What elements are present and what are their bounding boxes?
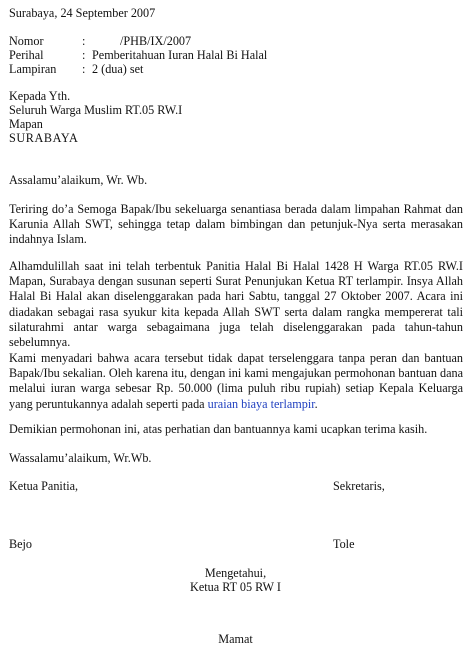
meta-label: Perihal bbox=[9, 48, 44, 62]
recipient-line: Mapan bbox=[9, 117, 43, 131]
acknowledge-title: Ketua RT 05 RW I bbox=[190, 580, 281, 594]
meta-row-nomor bbox=[0, 34, 471, 49]
paragraph-3-text: Kami menyadari bahwa acara tersebut tidak dapat terselenggara tanpa peran dan bantuan Bapak/Ibu sekalian. Oleh karena itu, dengan ini kami mengajukan permohonan bantuan dana melalui iuran warga sebesar Rp. 50.000 (lima puluh ribu rupiah) setiap Kepala Keluarga yang peruntukannya adalah seperti pada bbox=[9, 351, 463, 411]
place-date: Surabaya, 24 September 2007 bbox=[9, 6, 156, 20]
meta-row-perihal bbox=[0, 48, 471, 63]
paragraph-1: Teriring do’a Semoga Bapak/Ibu sekeluarga senantiasa berada dalam limpahan Rahmat dan Karunia Allah SWT, sehingga tetap dalam bimbingan dan petunjuk-Nya serta merasakan indahnya Islam. bbox=[9, 202, 463, 247]
recipient-line: Seluruh Warga Muslim RT.05 RW.I bbox=[9, 103, 183, 117]
closing: Wassalamu’alaikum, Wr.Wb. bbox=[9, 451, 152, 465]
meta-colon: : bbox=[82, 34, 86, 48]
meta-label: Nomor bbox=[9, 34, 44, 48]
greeting: Assalamu’alaikum, Wr. Wb. bbox=[9, 173, 148, 187]
acknowledge-name: Mamat bbox=[218, 632, 253, 646]
acknowledge-label: Mengetahui, bbox=[204, 566, 267, 580]
meta-label: Lampiran bbox=[9, 62, 57, 76]
attachment-link[interactable]: uraian biaya terlampir bbox=[207, 396, 315, 411]
signer-right-title: Sekretaris, bbox=[333, 479, 385, 493]
meta-value: 2 (dua) set bbox=[92, 62, 144, 76]
paragraph-2: Alhamdulillah saat ini telah terbentuk Panitia Halal Bi Halal 1428 H Warga RT.05 RW.I Mapan, Surabaya dengan susunan seperti Surat Penunjukan Ketua RT terlampir. Insya Allah Halal Bi Halal akan diselenggarakan pada hari Sabtu, tanggal 27 Oktober 2007. Acara ini diadakan sebagai rasa syukur kita kepada Allah SWT serta dalam rangka mempererat tali silaturahmi antar warga sebagaimana juga telah diselenggarakan pada tahun-tahun sebelumnya. bbox=[9, 259, 463, 350]
signer-left-name: Bejo bbox=[9, 537, 33, 551]
paragraph-4: Demikian permohonan ini, atas perhatian dan bantuannya kami ucapkan terima kasih. bbox=[9, 422, 428, 436]
paragraph-3-end: . bbox=[314, 396, 318, 411]
meta-value: Pemberitahuan Iuran Halal Bi Halal bbox=[92, 48, 268, 62]
meta-value: /PHB/IX/2007 bbox=[120, 34, 192, 48]
recipient-line: SURABAYA bbox=[9, 131, 79, 145]
meta-colon: : bbox=[82, 48, 86, 62]
recipient-line: Kepada Yth. bbox=[9, 89, 71, 103]
paragraph-3 bbox=[9, 351, 463, 412]
signer-left-title: Ketua Panitia, bbox=[9, 479, 79, 493]
signer-right-name: Tole bbox=[333, 537, 355, 551]
meta-colon: : bbox=[82, 62, 86, 76]
meta-row-lampiran bbox=[0, 62, 471, 77]
